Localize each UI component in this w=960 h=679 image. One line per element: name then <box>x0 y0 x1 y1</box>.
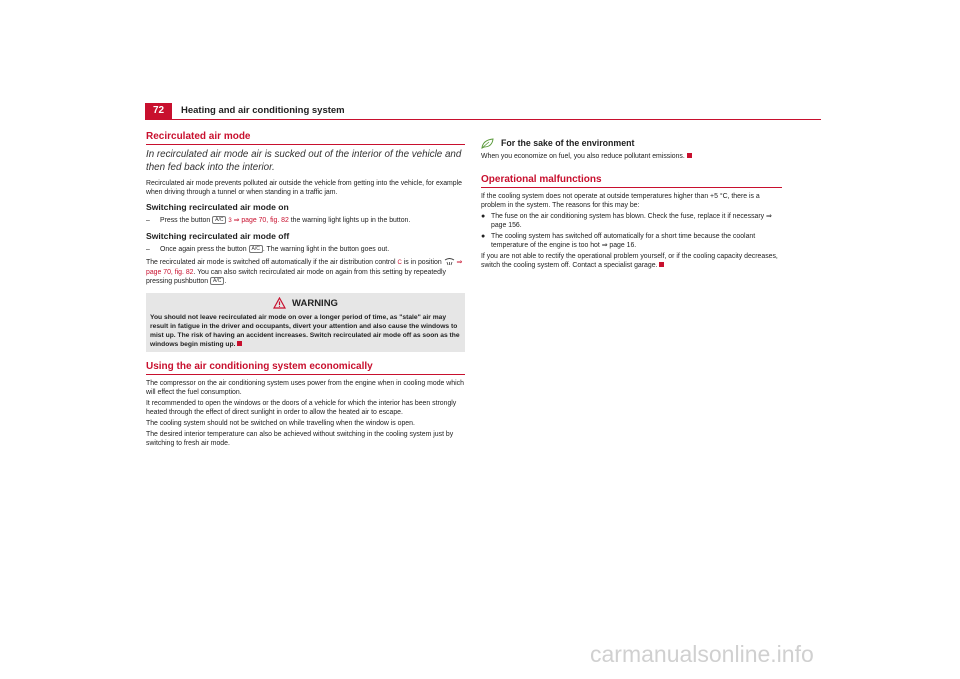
warning-title: WARNING <box>292 298 338 309</box>
section-end-marker <box>237 341 242 346</box>
windscreen-vent-icon <box>444 258 455 266</box>
watermark: carmanualsonline.info <box>590 641 814 667</box>
malfunctions-heading: Operational malfunctions <box>481 173 782 188</box>
environment-leaf-icon <box>481 138 495 149</box>
economy-paragraph-3: The cooling system should not be switched on while travelling when the window is open. <box>146 420 415 427</box>
auto-text-a: The recirculated air mode is switched off automatically if the air distribution control <box>146 259 396 266</box>
left-column <box>146 130 465 450</box>
warning-box <box>146 293 465 352</box>
environment-heading-row <box>481 137 782 150</box>
control-c: C <box>397 260 402 266</box>
page-number: 72 <box>145 103 172 119</box>
bullet-dot: ● <box>481 213 486 220</box>
malfunctions-outro-text: If you are not able to rectify the operational problem yourself, or if the cooling capacity decreases, switch the cooling system off. Contact a specialist garage. <box>481 253 778 269</box>
auto-off-paragraph <box>146 258 465 286</box>
section-end-marker <box>659 262 664 267</box>
list-item-text: The cooling system has switched off automatically for a short time because the coolant temperature of the engine is too hot ⇒ page 16. <box>491 233 756 249</box>
step-dash: – <box>146 246 150 253</box>
recirc-body: Recirculated air mode prevents polluted air outside the vehicle from getting into the vehicle, for example when driving through a tunnel or when standing in a traffic jam. <box>146 180 462 196</box>
warning-body <box>150 313 461 349</box>
step-text-a: Once again press the button <box>160 246 247 253</box>
page-header <box>145 103 821 119</box>
warning-text: You should not leave recirculated air mode on over a longer period of time, as "stale" air may result in fatigue in the driver and occupants, divert your attention and also cause the windows to mist up. The risk of having an accident increases. Switch recirculated air mode off as soon as the windows begin misting up. <box>150 314 460 348</box>
recirc-heading: Recirculated air mode <box>146 130 465 145</box>
recirc-intro: In recirculated air mode air is sucked out of the interior of the vehicle and then fed back into the interior. <box>146 149 462 173</box>
environment-heading: For the sake of the environment <box>501 138 635 148</box>
auto-text-d: . <box>224 278 227 285</box>
recirc-on-step <box>146 216 465 226</box>
malfunctions-intro: If the cooling system does not operate at outside temperatures higher than +5 °C, there is a problem in the system. The reasons for this may be: <box>481 193 760 209</box>
malfunctions-outro <box>481 252 782 270</box>
economy-paragraph-4: The desired interior temperature can also be achieved without switching in the cooling system just by switching to fresh air mode. <box>146 431 454 447</box>
environment-body: When you economize on fuel, you also reduce pollutant emissions. <box>481 153 685 160</box>
bullet-dot: ● <box>481 233 486 240</box>
economy-heading: Using the air conditioning system economically <box>146 360 465 375</box>
header-rule <box>145 119 821 120</box>
auto-text-b: is in position <box>403 259 442 266</box>
recirc-button-icon: A/C <box>249 245 263 253</box>
control-key-3: 3 <box>228 218 232 224</box>
step-text-b: the warning light lights up in the button. <box>290 217 411 224</box>
step-dash: – <box>146 217 150 224</box>
auto-text-c: . You can also switch recirculated air mode on again from this setting by repeatedly pressing pushbutton <box>146 269 446 285</box>
economy-paragraph-1: The compressor on the air conditioning system uses power from the engine when in cooling mode which will effect the fuel consumption. <box>146 380 464 396</box>
list-item <box>481 232 782 250</box>
recirc-off-heading: Switching recirculated air mode off <box>146 231 290 241</box>
list-item <box>481 212 782 230</box>
warning-triangle-icon <box>273 297 286 309</box>
page-ref-link[interactable]: ⇒ page 70, fig. 82 <box>146 259 463 276</box>
environment-text <box>481 152 782 161</box>
warning-heading <box>150 297 461 310</box>
step-text-a: Press the button <box>160 217 211 224</box>
page-title: Heating and air conditioning system <box>181 105 345 116</box>
page-ref-link[interactable]: ⇒ page 70, fig. 82 <box>233 217 289 224</box>
recirc-button-icon: A/C <box>212 216 226 224</box>
recirc-off-step <box>146 245 465 254</box>
recirc-button-icon: A/C <box>210 277 224 285</box>
list-item-text: The fuse on the air conditioning system has blown. Check the fuse, replace it if necessary ⇒ page 156. <box>491 213 772 229</box>
right-column <box>481 137 782 272</box>
step-text-b: . The warning light in the button goes out. <box>262 246 390 253</box>
section-end-marker <box>687 153 692 158</box>
economy-paragraph-2: It recommended to open the windows or the doors of a vehicle for which the interior has been strongly heated through the effect of direct sunlight in order to allow the heated air to escape. <box>146 400 457 416</box>
recirc-on-heading: Switching recirculated air mode on <box>146 202 289 212</box>
